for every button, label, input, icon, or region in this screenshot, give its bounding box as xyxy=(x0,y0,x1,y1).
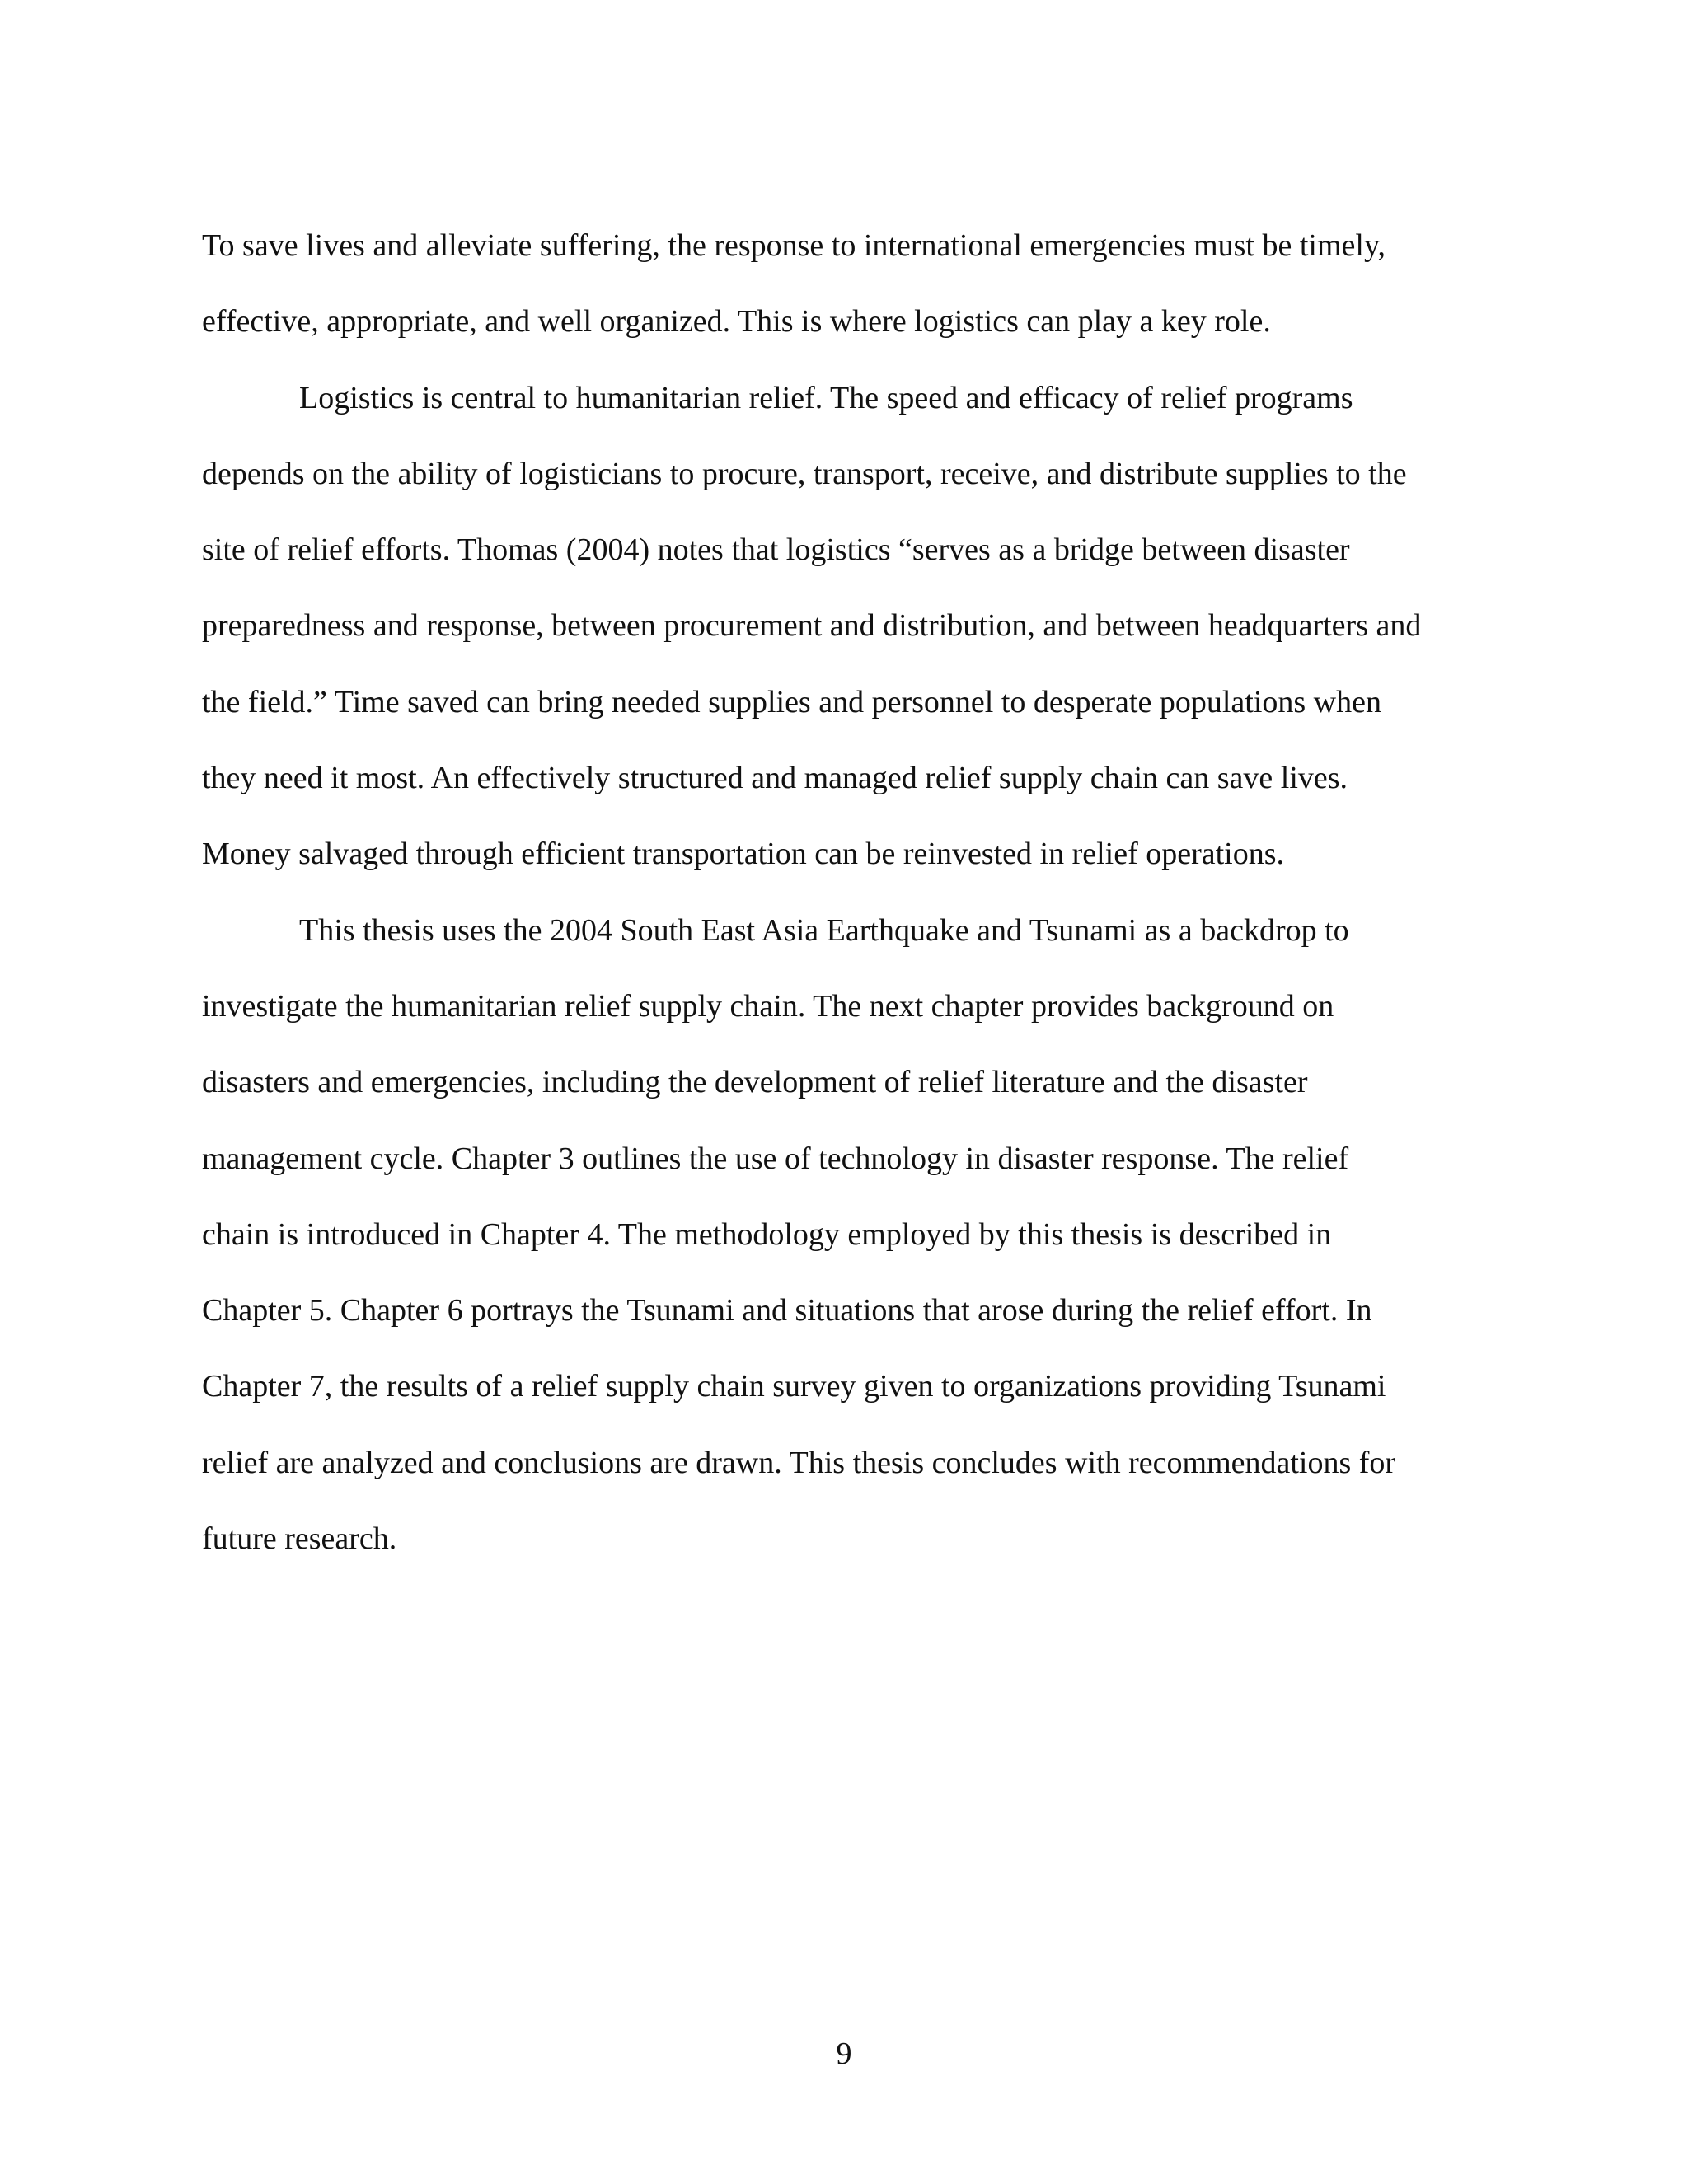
text-line: depends on the ability of logisticians to procure, transport, receive, and distribute supplies to the xyxy=(202,456,1407,491)
text-line-indented: This thesis uses the 2004 South East Asia Earthquake and Tsunami as a backdrop to xyxy=(299,912,1349,948)
text-line: disasters and emergencies, including the development of relief literature and the disaster xyxy=(202,1065,1308,1100)
text-line-indented: Logistics is central to humanitarian relief. The speed and efficacy of relief programs xyxy=(299,380,1353,415)
text-line: future research. xyxy=(202,1521,397,1557)
text-line: Chapter 5. Chapter 6 portrays the Tsunami and situations that arose during the relief effort. In xyxy=(202,1293,1372,1329)
text-line: preparedness and response, between procurement and distribution, and between headquarters and xyxy=(202,608,1422,644)
text-line: investigate the humanitarian relief supply chain. The next chapter provides background on xyxy=(202,988,1334,1024)
text-line: the field.” Time saved can bring needed supplies and personnel to desperate populations when xyxy=(202,684,1381,719)
text-line: Chapter 7, the results of a relief supply chain survey given to organizations providing Tsunami xyxy=(202,1369,1386,1404)
text-line: they need it most. An effectively structured and managed relief supply chain can save lives. xyxy=(202,761,1348,796)
text-line: relief are analyzed and conclusions are drawn. This thesis concludes with recommendations for xyxy=(202,1445,1396,1480)
text-line: chain is introduced in Chapter 4. The methodology employed by this thesis is described in xyxy=(202,1216,1332,1252)
text-line: management cycle. Chapter 3 outlines the use of technology in disaster response. The relief xyxy=(202,1141,1349,1176)
text-line: effective, appropriate, and well organized. This is where logistics can play a key role. xyxy=(202,304,1271,340)
body-text xyxy=(202,208,1504,1577)
text-line: site of relief efforts. Thomas (2004) notes that logistics “serves as a bridge between disaster xyxy=(202,532,1350,568)
text-line: Money salvaged through efficient transportation can be reinvested in relief operations. xyxy=(202,837,1285,872)
text-line: To save lives and alleviate suffering, the response to international emergencies must be timely, xyxy=(202,228,1386,263)
page-number: 9 xyxy=(836,2036,852,2071)
